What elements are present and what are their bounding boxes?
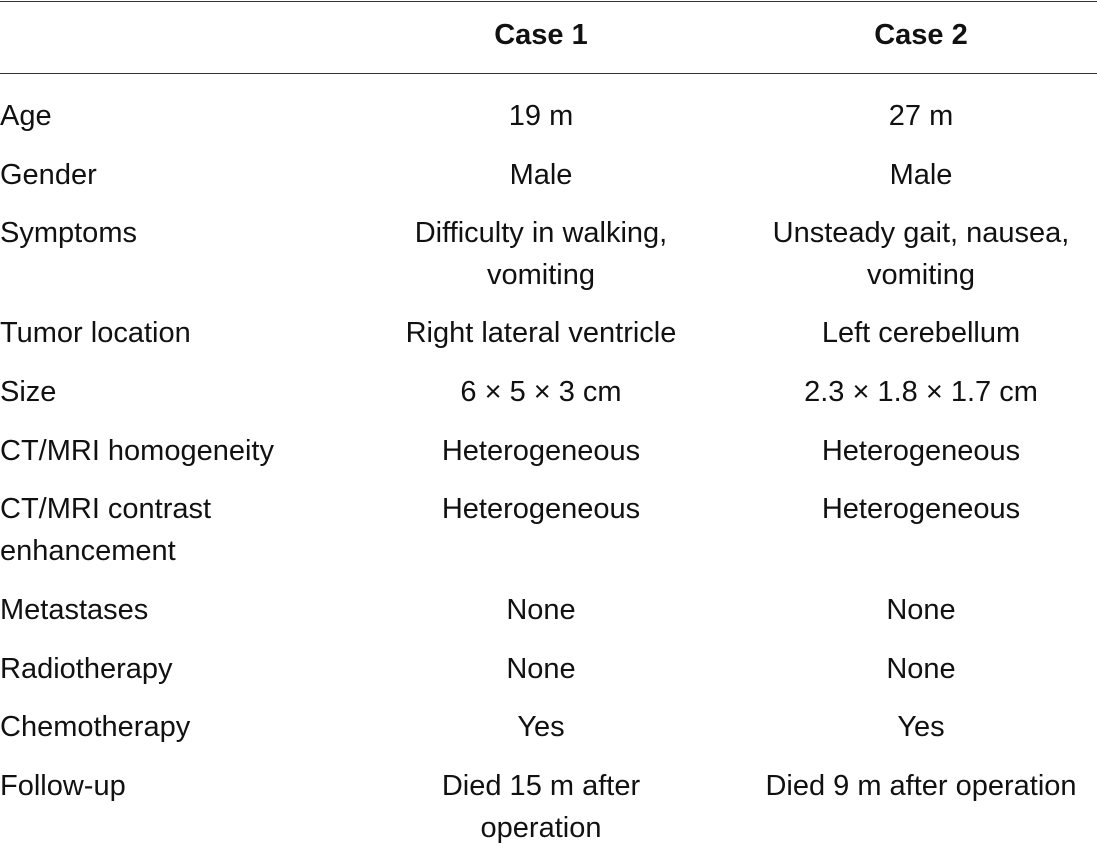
case2-value: Yes xyxy=(897,711,945,743)
header-cell-case1: Case 1 xyxy=(494,19,588,51)
case1-value: 19 m xyxy=(508,100,574,132)
case1-value: Died 15 m after operation xyxy=(441,770,641,844)
row-label: Radiotherapy xyxy=(0,653,173,685)
table-header-rule xyxy=(0,73,1097,74)
case2-value: Heterogeneous xyxy=(821,493,1021,525)
row-label: CT/MRI contrast enhancement xyxy=(0,493,212,567)
row-label: Size xyxy=(0,376,57,408)
case2-value: 2.3 × 1.8 × 1.7 cm xyxy=(804,376,1038,408)
case1-value: Heterogeneous xyxy=(441,435,641,467)
case2-value: Died 9 m after operation xyxy=(765,770,1077,802)
row-label: Metastases xyxy=(0,594,149,626)
row-label: Age xyxy=(0,100,52,132)
row-label: Symptoms xyxy=(0,217,137,249)
case2-value: 27 m xyxy=(888,100,954,132)
row-label: Follow-up xyxy=(0,770,126,802)
case1-value: 6 × 5 × 3 cm xyxy=(460,376,622,408)
case1-value: Difficulty in walking, vomiting xyxy=(414,217,668,291)
row-label: Gender xyxy=(0,159,97,191)
case2-value: Left cerebellum xyxy=(821,317,1021,349)
case1-value: Right lateral ventricle xyxy=(405,317,677,349)
table-top-rule xyxy=(0,1,1097,2)
case1-value: Male xyxy=(509,159,573,191)
case1-value: Heterogeneous xyxy=(441,493,641,525)
case2-value: None xyxy=(886,653,956,685)
case2-value: Unsteady gait, nausea, vomiting xyxy=(772,217,1070,291)
row-label: CT/MRI homogeneity xyxy=(0,435,274,467)
row-label: Tumor location xyxy=(0,317,191,349)
case2-value: None xyxy=(886,594,956,626)
header-cell-case2: Case 2 xyxy=(874,19,968,51)
case2-value: Male xyxy=(889,159,953,191)
case1-value: None xyxy=(506,653,576,685)
case2-value: Heterogeneous xyxy=(821,435,1021,467)
case1-value: Yes xyxy=(517,711,565,743)
row-label: Chemotherapy xyxy=(0,711,191,743)
case1-value: None xyxy=(506,594,576,626)
